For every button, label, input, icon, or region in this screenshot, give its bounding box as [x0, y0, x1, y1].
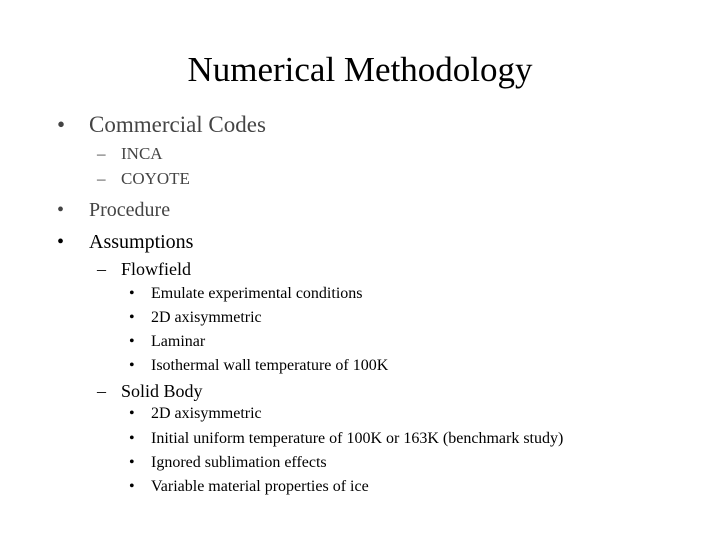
bullet-label: Procedure	[89, 199, 171, 221]
bullet-label: Assumptions	[89, 231, 194, 253]
dash-marker: –	[97, 381, 106, 401]
bullet-marker: •	[129, 309, 135, 326]
dash-marker: –	[97, 144, 106, 163]
sub-sub-bullet	[129, 356, 388, 376]
bullet-marker: •	[57, 112, 66, 137]
sub-bullet-label: Flowfield	[121, 259, 191, 279]
bullet-procedure	[57, 197, 170, 223]
sub-sub-bullet-label: Initial uniform temperature of 100K or 163K (benchmark study)	[151, 430, 564, 447]
sub-bullet-coyote	[97, 168, 190, 190]
sub-sub-bullet	[129, 332, 205, 352]
sub-sub-bullet-label: 2D axisymmetric	[151, 405, 262, 422]
bullet-marker: •	[57, 231, 65, 253]
sub-sub-bullet-label: Isothermal wall temperature of 100K	[151, 357, 389, 374]
bullet-marker: •	[129, 357, 135, 374]
sub-sub-bullet-label: Variable material properties of ice	[151, 478, 369, 495]
sub-sub-bullet-label: Laminar	[151, 333, 206, 350]
sub-sub-bullet-label: Emulate experimental conditions	[151, 285, 363, 302]
dash-marker: –	[97, 259, 106, 279]
dash-marker: –	[97, 169, 106, 188]
bullet-marker: •	[129, 454, 135, 471]
sub-bullet-label: Solid Body	[121, 381, 203, 401]
sub-sub-bullet-label: 2D axisymmetric	[151, 309, 262, 326]
sub-bullet-inca	[97, 143, 163, 165]
sub-sub-bullet	[129, 453, 327, 473]
bullet-marker: •	[129, 333, 135, 350]
sub-sub-bullet-label: Ignored sublimation effects	[151, 454, 327, 471]
bullet-commercial-codes	[57, 111, 266, 139]
sub-bullet-label: COYOTE	[121, 169, 190, 188]
slide-title: Numerical Methodology	[187, 50, 533, 89]
bullet-marker: •	[129, 285, 135, 302]
sub-sub-bullet	[129, 404, 262, 424]
bullet-marker: •	[129, 405, 135, 422]
sub-sub-bullet	[129, 284, 363, 304]
sub-sub-bullet	[129, 429, 563, 449]
sub-sub-bullet	[129, 308, 262, 328]
sub-sub-bullet	[129, 477, 369, 497]
bullet-marker: •	[129, 430, 135, 447]
bullet-marker: •	[129, 478, 135, 495]
sub-bullet-flowfield	[97, 258, 191, 280]
bullet-label: Commercial Codes	[89, 112, 266, 137]
bullet-assumptions	[57, 229, 193, 255]
sub-bullet-label: INCA	[121, 144, 163, 163]
sub-bullet-solid-body	[97, 380, 203, 402]
bullet-marker: •	[57, 199, 65, 221]
